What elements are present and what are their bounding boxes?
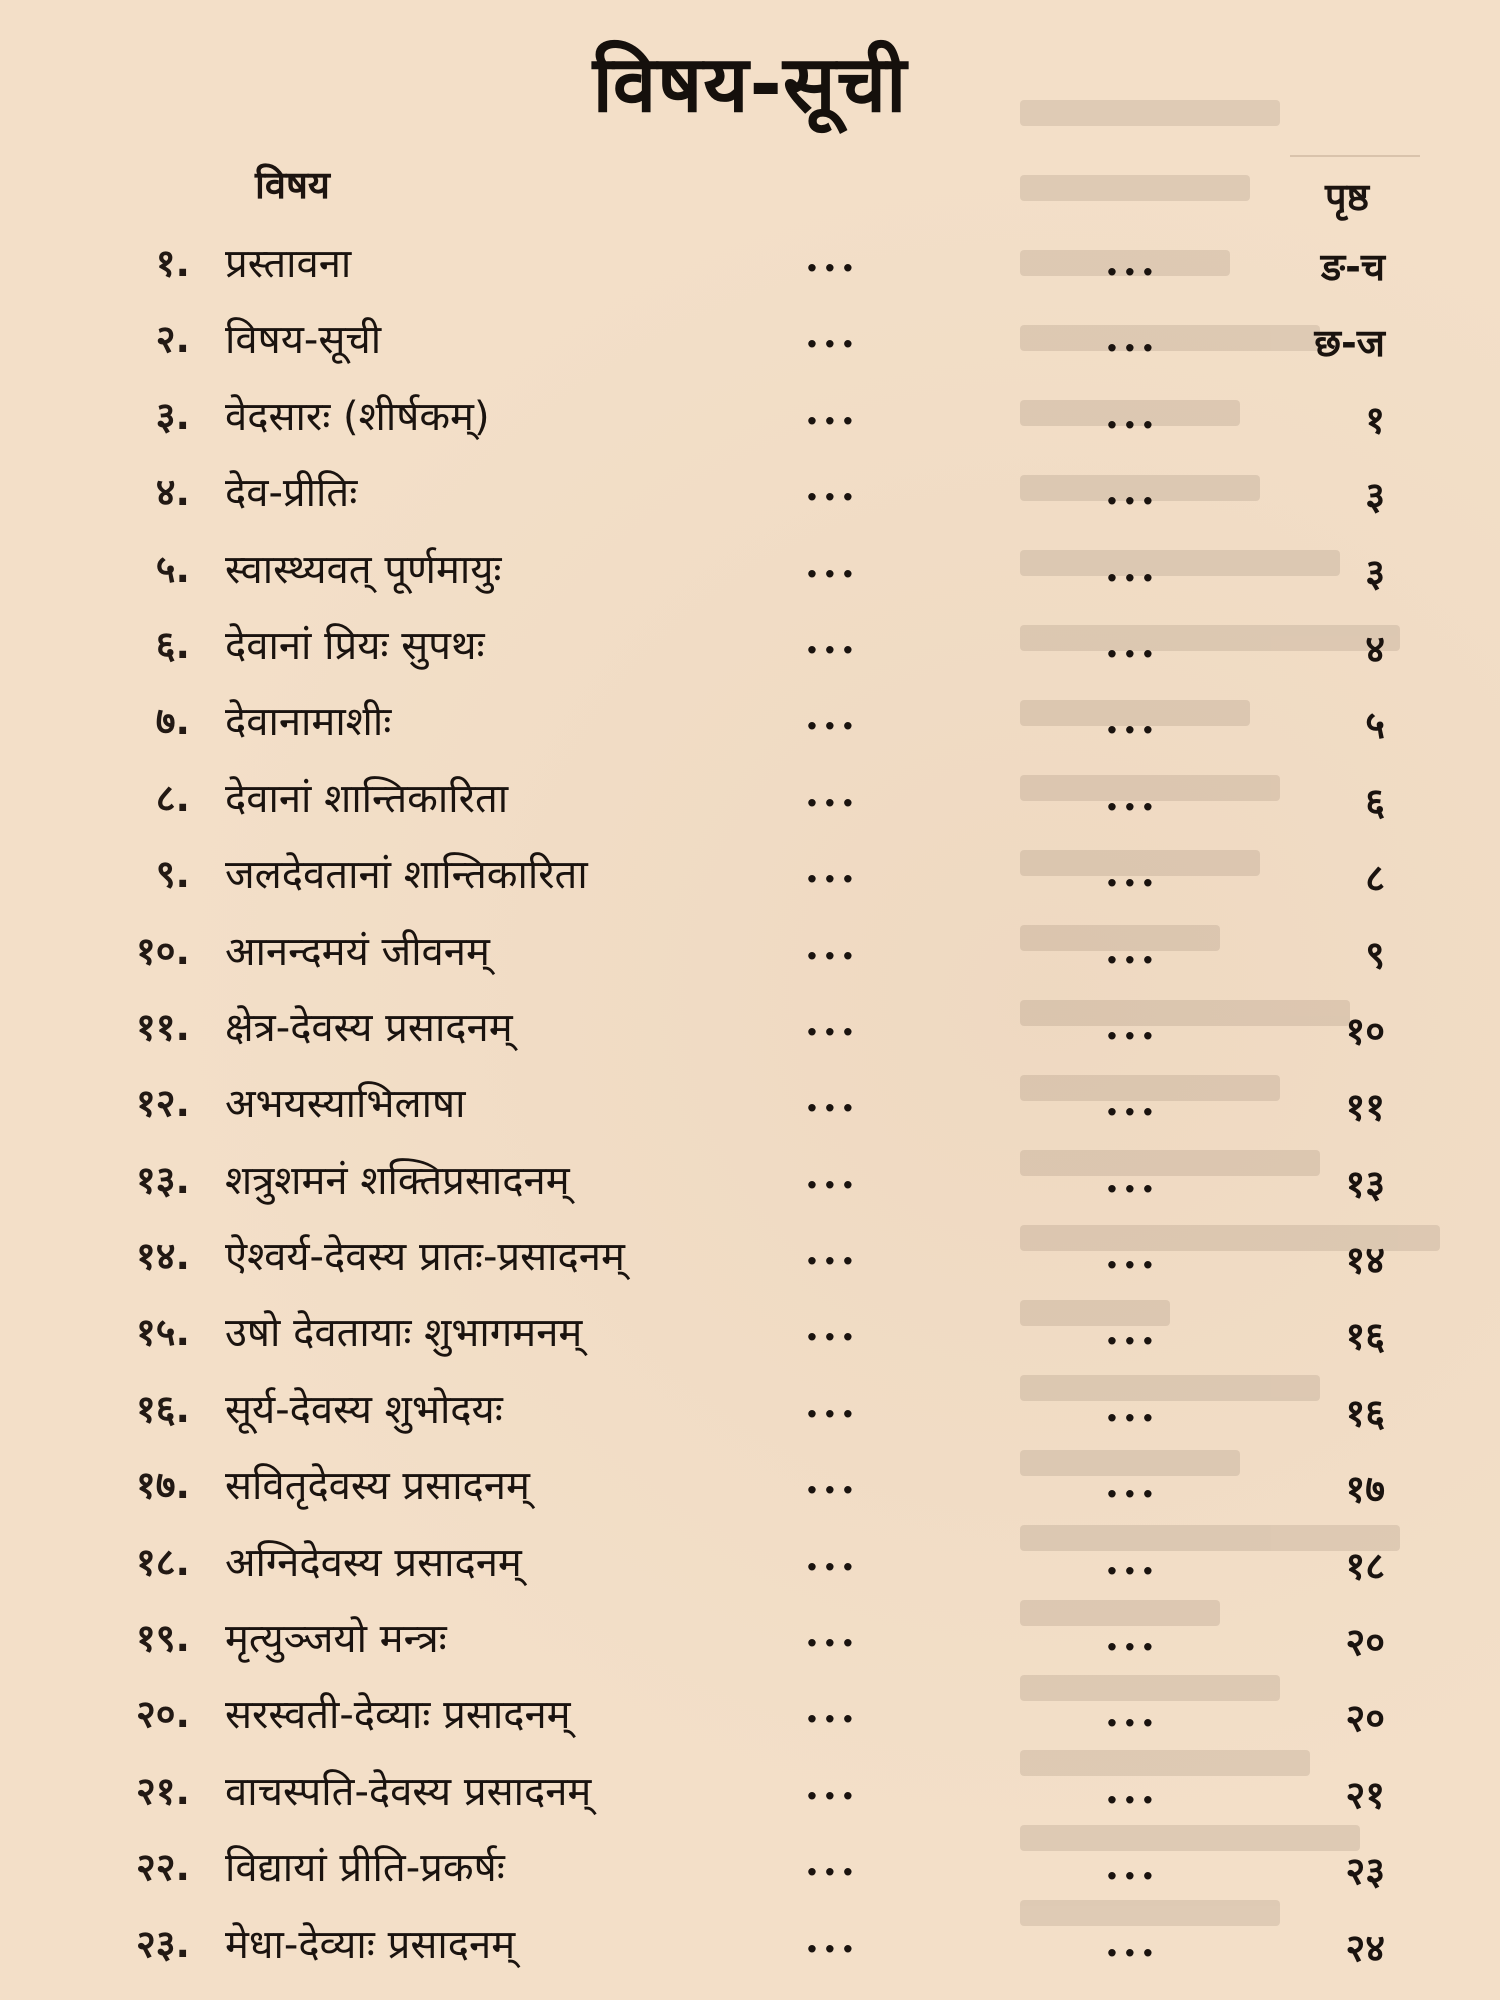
leader-dots: ... [805,1456,859,1504]
toc-entry [0,1297,1500,1373]
entry-title: देवानां प्रियः सुपथः [225,622,485,669]
entry-number: ३. [155,393,190,438]
entry-page: १ [1365,397,1385,442]
leader-dots: ... [805,1379,859,1427]
entry-title: उषो देवतायाः शुभागमनम् [225,1310,583,1357]
leader-dots: ... [805,1685,859,1733]
leader-dots: ... [805,386,859,434]
entry-title: वाचस्पति-देवस्य प्रसादनम् [225,1768,592,1815]
toc-entry [0,1603,1500,1679]
entry-number: १५. [136,1310,190,1355]
entry-title: क्षेत्र-देवस्य प्रसादनम् [225,1004,513,1051]
leader-dots: ... [1105,1536,1159,1584]
leader-dots: ... [805,1532,859,1580]
entry-page: २० [1345,1620,1385,1665]
leader-dots: ... [805,1761,859,1809]
entry-title: मृत्युञ्जयो मन्त्रः [225,1616,447,1663]
leader-dots: ... [1105,1765,1159,1813]
entry-number: १२. [136,1081,190,1126]
leader-dots: ... [805,463,859,511]
column-header-page: पृष्ठ [1325,175,1369,219]
entry-number: २०. [136,1692,190,1737]
toc-entry [0,457,1500,533]
entry-number: १९. [136,1616,190,1661]
leader-dots: ... [1105,1307,1159,1355]
entry-page: ङ-च [1320,245,1385,289]
entry-number: १. [155,241,190,285]
entry-number: २१. [136,1768,190,1813]
entry-number: ६. [155,622,190,667]
leader-dots: ... [805,234,859,281]
leader-dots: ... [805,310,859,358]
toc-entry [0,1756,1500,1832]
entry-number: ९. [155,852,190,897]
leader-dots: ... [805,1150,859,1198]
leader-dots: ... [1105,543,1159,591]
leader-dots: ... [1105,1842,1159,1890]
entry-title: अभयस्याभिलाषा [225,1081,466,1128]
toc-entry [0,916,1500,992]
toc-entry [0,1068,1500,1144]
entry-page: ३ [1365,550,1385,595]
entry-title: स्वास्थ्यवत् पूर्णमायुः [225,546,502,593]
contents-list [0,228,1500,1985]
leader-dots: ... [1105,1231,1159,1279]
entry-page: १७ [1345,1467,1385,1512]
toc-entry [0,1145,1500,1221]
toc-entry [0,1909,1500,1985]
entry-number: ८. [155,775,190,820]
leader-dots: ... [1105,1001,1159,1049]
leader-dots: ... [805,768,859,816]
leader-dots: ... [805,921,859,969]
toc-entry [0,381,1500,457]
leader-dots: ... [805,1914,859,1962]
toc-entry [0,1221,1500,1297]
leader-dots: ... [1105,772,1159,820]
leader-dots: ... [805,615,859,663]
toc-entry [0,992,1500,1068]
entry-page: २१ [1345,1772,1385,1817]
header-rule [1290,155,1420,157]
page-title: विषय-सूची [592,40,908,130]
entry-title: ऐश्वर्य-देवस्य प्रातः-प्रसादनम् [225,1234,625,1281]
leader-dots: ... [805,1303,859,1351]
leader-dots: ... [805,1227,859,1275]
entry-page: ४ [1365,626,1385,671]
entry-number: १८. [136,1539,190,1584]
entry-page: १४ [1345,1238,1385,1283]
column-header-subject: विषय [255,163,330,207]
entry-title: सरस्वती-देव्याः प्रसादनम् [225,1692,571,1739]
entry-title: सूर्य-देवस्य शुभोदयः [225,1386,503,1433]
entry-number: २. [155,317,190,362]
entry-page: ३ [1365,474,1385,519]
entry-title: मेधा-देव्याः प्रसादनम् [225,1921,516,1968]
toc-entry [0,1450,1500,1526]
toc-entry [0,228,1500,304]
toc-entry [0,610,1500,686]
entry-title: अग्निदेवस्य प्रसादनम् [225,1539,522,1586]
entry-title: आनन्दमयं जीवनम् [225,928,490,975]
leader-dots: ... [1105,849,1159,897]
leader-dots: ... [1105,390,1159,438]
leader-dots: ... [805,845,859,893]
leader-dots: ... [805,1609,859,1657]
leader-dots: ... [1105,1078,1159,1126]
leader-dots: ... [1105,1154,1159,1202]
entry-title: देव-प्रीतिः [225,470,358,517]
entry-page: छ-ज [1314,321,1385,366]
entry-page: ५ [1365,703,1385,748]
entry-page: ११ [1345,1085,1385,1130]
entry-page: २४ [1345,1925,1385,1970]
entry-number: ७. [155,699,190,744]
toc-entry [0,1374,1500,1450]
toc-entry [0,534,1500,610]
toc-entry [0,763,1500,839]
leader-dots: ... [1105,696,1159,744]
leader-dots: ... [805,1074,859,1122]
entry-page: ९ [1365,932,1385,977]
entry-number: ११. [136,1004,190,1049]
leader-dots: ... [1105,1613,1159,1661]
entry-title: विषय-सूची [225,317,382,364]
entry-number: १३. [136,1157,190,1202]
entry-page: १३ [1345,1161,1385,1206]
leader-dots: ... [1105,1918,1159,1966]
leader-dots: ... [1105,467,1159,515]
toc-entry [0,839,1500,915]
entry-page: १६ [1345,1390,1385,1435]
entry-page: १८ [1345,1543,1385,1588]
entry-number: २२. [136,1845,190,1890]
entry-title: सवितृदेवस्य प्रसादनम् [225,1463,530,1510]
entry-title: जलदेवतानां शान्तिकारिता [225,852,588,899]
entry-number: १७. [136,1463,190,1508]
entry-title: प्रस्तावना [225,241,352,287]
entry-number: १६. [136,1386,190,1431]
entry-page: १० [1345,1008,1385,1053]
toc-entry [0,304,1500,380]
entry-page: ८ [1365,856,1385,901]
entry-page: २३ [1345,1849,1385,1894]
leader-dots: ... [1105,1689,1159,1737]
leader-dots: ... [805,692,859,740]
entry-number: १०. [136,928,190,973]
entry-number: ४. [155,470,190,515]
leader-dots: ... [1105,1460,1159,1508]
leader-dots: ... [1105,619,1159,667]
toc-entry [0,1832,1500,1908]
entry-number: २३. [136,1921,190,1966]
toc-entry [0,1527,1500,1603]
entry-number: १४. [136,1234,190,1279]
leader-dots: ... [1105,925,1159,973]
entry-page: ६ [1365,779,1385,824]
entry-page: १६ [1345,1314,1385,1359]
entry-title: देवानां शान्तिकारिता [225,775,509,822]
entry-title: विद्यायां प्रीति-प्रकर्षः [225,1845,505,1892]
entry-title: देवानामाशीः [225,699,392,746]
entry-page: २० [1345,1696,1385,1741]
leader-dots: ... [805,539,859,587]
toc-entry [0,1679,1500,1755]
leader-dots: ... [805,997,859,1045]
leader-dots: ... [1105,238,1159,285]
leader-dots: ... [1105,314,1159,362]
leader-dots: ... [1105,1383,1159,1431]
leader-dots: ... [805,1838,859,1886]
entry-title: वेदसारः (शीर्षकम्) [225,393,490,440]
toc-entry [0,686,1500,762]
entry-number: ५. [155,546,190,591]
entry-title: शत्रुशमनं शक्तिप्रसादनम् [225,1157,570,1204]
